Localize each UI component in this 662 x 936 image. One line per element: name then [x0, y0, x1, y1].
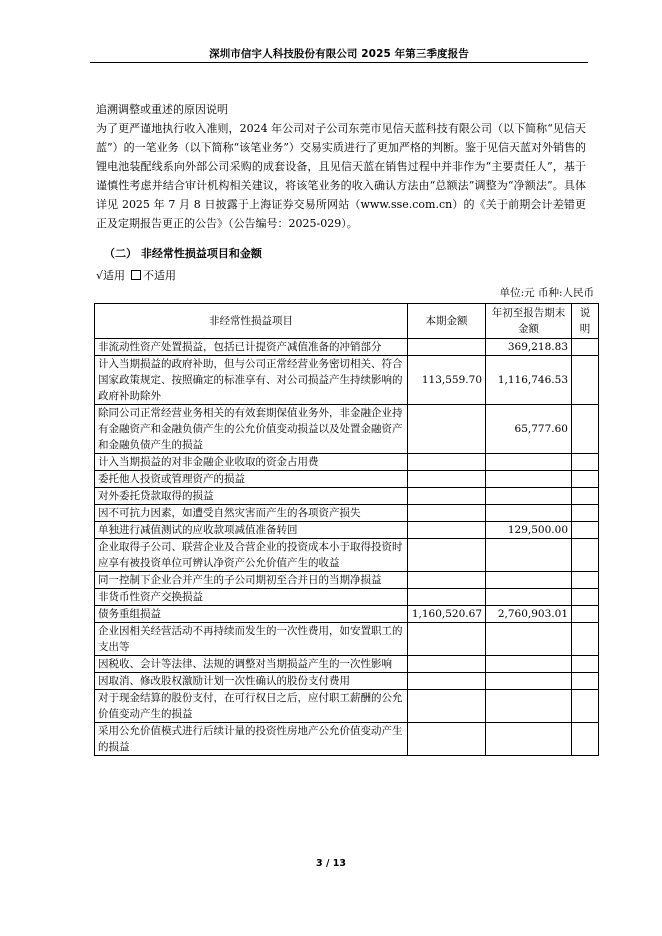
- cell-note: [572, 471, 599, 488]
- cell-current: [408, 690, 486, 723]
- cell-note: [572, 539, 599, 572]
- cell-ytd: [486, 623, 572, 656]
- cell-current: [408, 471, 486, 488]
- cell-current: [408, 505, 486, 522]
- cell-ytd: [486, 471, 572, 488]
- empty-checkbox-icon: [131, 270, 141, 280]
- cell-ytd: [486, 589, 572, 606]
- cell-note: [572, 656, 599, 673]
- table-row: [95, 522, 599, 539]
- cell-note: [572, 572, 599, 589]
- cell-ytd: 129,500.00: [486, 522, 572, 539]
- non-recurring-gains-table: [94, 303, 599, 756]
- cell-current: [408, 454, 486, 471]
- cell-current: [408, 656, 486, 673]
- cell-item: 因取消、修改股权激励计划一次性确认的股份支付费用: [95, 673, 408, 690]
- table-row: [95, 539, 599, 572]
- table-header-row: [95, 304, 599, 339]
- cell-note: [572, 454, 599, 471]
- table-row: [95, 339, 599, 356]
- cell-current: 1,160,520.67: [408, 606, 486, 623]
- cell-note: [572, 723, 599, 756]
- cell-ytd: 65,777.60: [486, 405, 572, 454]
- cell-item: 对于现金结算的股份支付，在可行权日之后，应付职工薪酬的公允价值变动产生的损益: [95, 690, 408, 723]
- cell-current: [408, 623, 486, 656]
- cell-item: 因税收、会计等法律、法规的调整对当期损益产生的一次性影响: [95, 656, 408, 673]
- table-row: [95, 572, 599, 589]
- cell-ytd: 1,116,746.53: [486, 356, 572, 405]
- cell-current: [408, 673, 486, 690]
- currency-units: 单位:元 币种:人民币: [499, 287, 594, 299]
- cell-ytd: [486, 454, 572, 471]
- page-number: 3 / 13: [316, 858, 346, 869]
- table-row: [95, 690, 599, 723]
- cell-item: 计入当期损益的对非金融企业收取的资金占用费: [95, 454, 408, 471]
- cell-item: 债务重组损益: [95, 606, 408, 623]
- cell-ytd: 2,760,903.01: [486, 606, 572, 623]
- cell-current: [408, 339, 486, 356]
- cell-item: 企业取得子公司、联营企业及合营企业的投资成本小于取得投资时应享有被投资单位可辨认净资产公允价值产生的收益: [95, 539, 408, 572]
- cell-item: 因不可抗力因素，如遭受自然灾害而产生的各项资产损失: [95, 505, 408, 522]
- cell-item: 非流动性资产处置损益，包括已计提资产减值准备的冲销部分: [95, 339, 408, 356]
- applicability-options: [96, 267, 176, 283]
- cell-ytd: [486, 656, 572, 673]
- cell-note: [572, 623, 599, 656]
- table-row: [95, 471, 599, 488]
- cell-ytd: [486, 505, 572, 522]
- cell-note: [572, 522, 599, 539]
- cell-item: 除同公司正常经营业务相关的有效套期保值业务外，非金融企业持有金融资产和金融负债产生的公允价值变动损益以及处置金融资产和金融负债产生的损益: [95, 405, 408, 454]
- table-row: [95, 623, 599, 656]
- header-ytd: 年初至报告期末金额: [486, 304, 572, 339]
- cell-ytd: [486, 572, 572, 589]
- table-row: [95, 356, 599, 405]
- cell-item: 单独进行减值测试的应收款项减值准备转回: [95, 522, 408, 539]
- table-row: [95, 405, 599, 454]
- header-divider: [90, 62, 588, 63]
- cell-current: [408, 405, 486, 454]
- cell-item: 采用公允价值模式进行后续计量的投资性房地产公允价值变动产生的损益: [95, 723, 408, 756]
- cell-ytd: [486, 723, 572, 756]
- cell-note: [572, 673, 599, 690]
- cell-current: [408, 488, 486, 505]
- table-row: [95, 673, 599, 690]
- cell-item: 委托他人投资或管理资产的损益: [95, 471, 408, 488]
- cell-note: [572, 690, 599, 723]
- reason-title: 追溯调整或重述的原因说明: [96, 103, 228, 116]
- cell-note: [572, 505, 599, 522]
- cell-ytd: [486, 673, 572, 690]
- cell-item: 企业因相关经营活动不再持续而发生的一次性费用，如安置职工的支出等: [95, 623, 408, 656]
- cell-note: [572, 339, 599, 356]
- table-row: [95, 488, 599, 505]
- cell-ytd: 369,218.83: [486, 339, 572, 356]
- table-row: [95, 505, 599, 522]
- header-note: 说明: [572, 304, 599, 339]
- cell-note: [572, 488, 599, 505]
- cell-note: [572, 589, 599, 606]
- not-applicable-label: 不适用: [143, 269, 177, 282]
- cell-ytd: [486, 690, 572, 723]
- table-row: [95, 723, 599, 756]
- cell-current: 113,559.70: [408, 356, 486, 405]
- check-icon: √: [96, 269, 104, 282]
- table-row: [95, 606, 599, 623]
- header-item: 非经常性损益项目: [95, 304, 408, 339]
- cell-note: [572, 405, 599, 454]
- cell-current: [408, 539, 486, 572]
- section-title: （二） 非经常性损益项目和金额: [104, 247, 262, 260]
- cell-current: [408, 589, 486, 606]
- cell-ytd: [486, 539, 572, 572]
- cell-note: [572, 356, 599, 405]
- applicable-label: 适用: [103, 269, 126, 282]
- table-row: [95, 656, 599, 673]
- cell-ytd: [486, 488, 572, 505]
- cell-item: 同一控制下企业合并产生的子公司期初至合并日的当期净损益: [95, 572, 408, 589]
- reason-body: 为了更严谨地执行收入准则，2024 年公司对子公司东莞市见信天蓝科技有限公司（以下简称“见信天蓝”）的一笔业务（以下简称“该笔业务”）交易实质进行了更加严格的判断。鉴于见信天蓝对外销售的锂电池装配线系向外部公司采购的成套设备，且见信天蓝在销售过程中并非作为“主要责任人”，基于谨慎性考虑并结合审计机构相关建议，将该笔业务的收入确认方法由“总额法”调整为“净额法”。具体详见 2025 年 7 月 8 日披露于上海证券交易所网站（www.sse.com.cn）的《关于前期会计差错更正及定期报告更正的公告》（公告编号：2025-029）。: [96, 122, 586, 230]
- table-row: [95, 589, 599, 606]
- cell-current: [408, 723, 486, 756]
- cell-item: 计入当期损益的政府补助，但与公司正常经营业务密切相关、符合国家政策规定、按照确定的标准享有、对公司损益产生持续影响的政府补助除外: [95, 356, 408, 405]
- table-body: [95, 339, 599, 756]
- cell-current: [408, 522, 486, 539]
- cell-note: [572, 606, 599, 623]
- table-row: [95, 454, 599, 471]
- report-header-title: 深圳市信宇人科技股份有限公司 2025 年第三季度报告: [209, 48, 469, 60]
- cell-current: [408, 572, 486, 589]
- cell-item: 对外委托贷款取得的损益: [95, 488, 408, 505]
- cell-item: 非货币性资产交换损益: [95, 589, 408, 606]
- header-current: 本期金额: [408, 304, 486, 339]
